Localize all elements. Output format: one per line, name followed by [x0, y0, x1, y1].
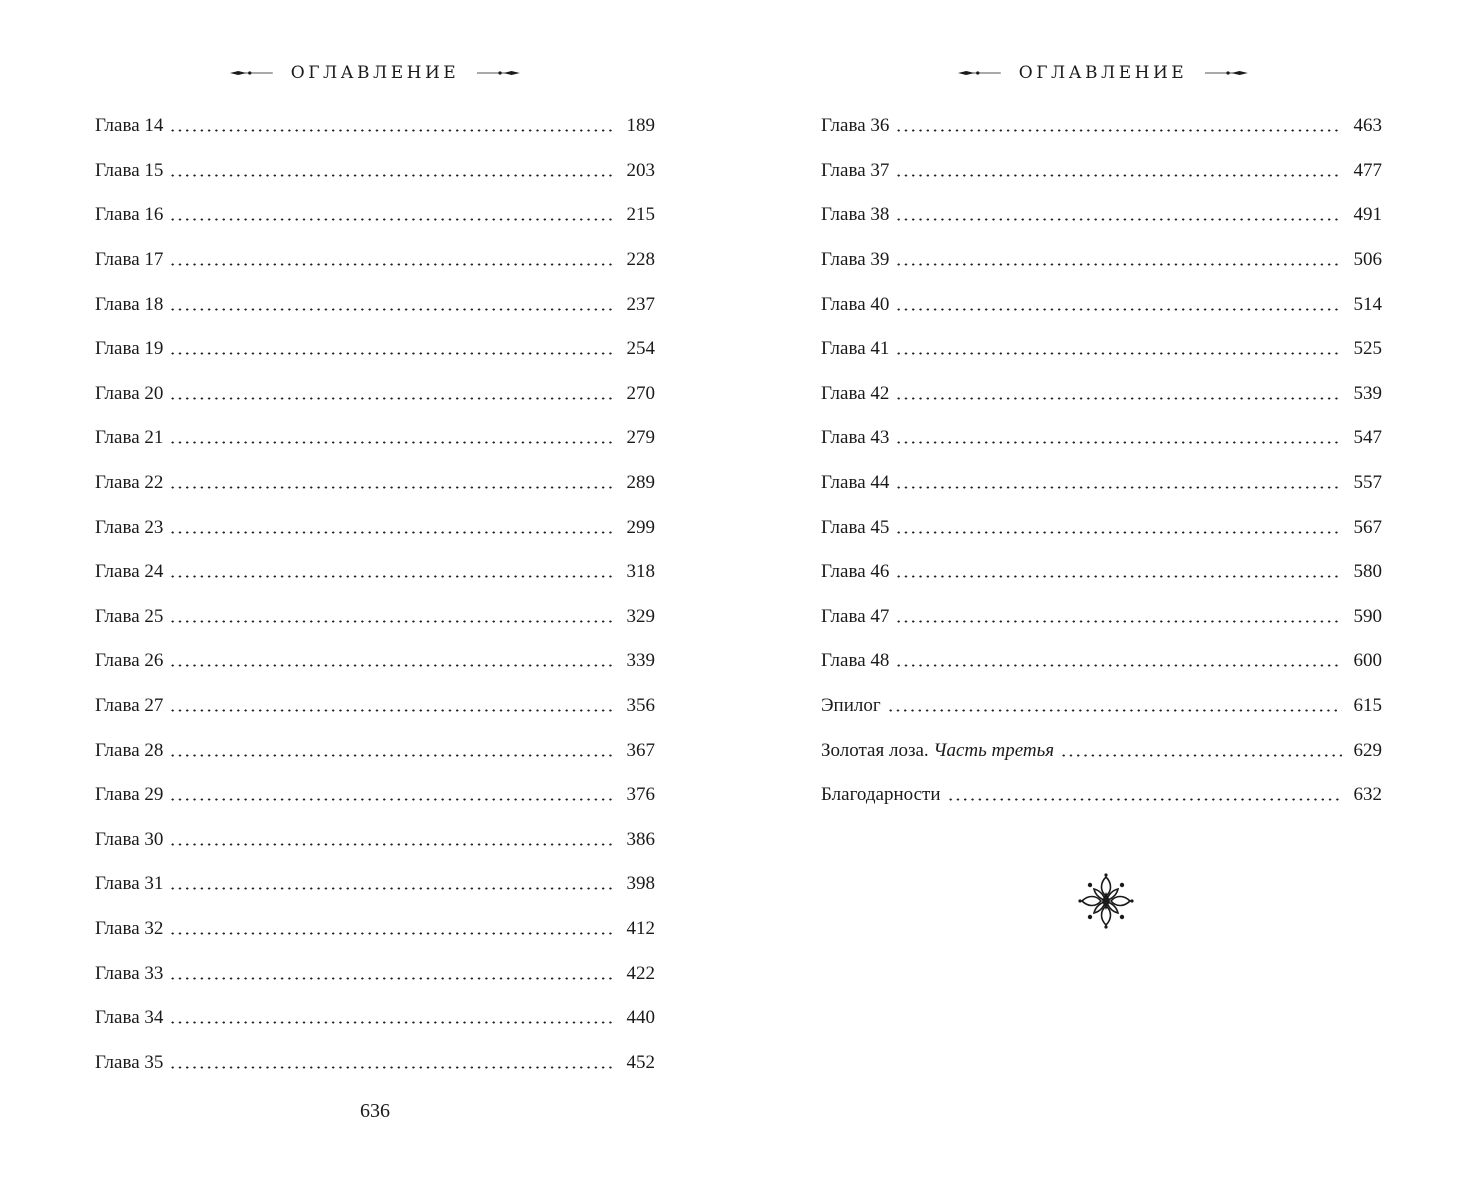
toc-entry-title: [95, 918, 169, 940]
toc-entry: [95, 862, 655, 907]
toc-entry-title: [821, 650, 895, 672]
right-flourish-icon: [477, 67, 520, 79]
toc-entry: [821, 149, 1382, 194]
dot-leader: [169, 441, 615, 444]
toc-entry-page: 491: [1353, 204, 1382, 226]
toc-entry-title-text: Золотая лоза.: [821, 739, 929, 761]
dot-leader: [895, 308, 1342, 311]
toc-entry-page: 270: [626, 382, 655, 404]
toc-entry-page: 376: [626, 784, 655, 806]
dot-leader: [169, 397, 615, 400]
toc-entry-title: [95, 829, 169, 851]
toc-entry-title: [821, 294, 895, 316]
running-head-title: ОГЛАВЛЕНИЕ: [1018, 63, 1188, 83]
toc-entry-page: 367: [626, 739, 655, 761]
dot-leader: [895, 263, 1342, 266]
toc-entry-title-text: Глава 47: [821, 605, 890, 627]
toc-entry-title: [95, 160, 169, 182]
toc-entry-page: 189: [626, 115, 655, 137]
toc-entry-page: 590: [1353, 605, 1382, 627]
toc-entry: [95, 149, 655, 194]
toc-entry-title-text: Глава 15: [95, 159, 164, 181]
toc-entry-page: 506: [1353, 249, 1382, 271]
toc-list: [821, 104, 1382, 818]
toc-entry-page: 525: [1353, 338, 1382, 360]
dot-leader: [895, 531, 1342, 534]
toc-entry-page: 580: [1353, 561, 1382, 583]
toc-entry-title-text: Глава 18: [95, 293, 164, 315]
toc-entry-title-text: Глава 46: [821, 561, 890, 583]
right-flourish-icon: [1205, 67, 1248, 79]
dot-leader: [895, 174, 1342, 177]
toc-entry-title-text: Эпилог: [821, 695, 881, 717]
toc-entry-title-text: Глава 16: [95, 204, 164, 226]
dot-leader: [169, 308, 615, 311]
dot-leader: [895, 664, 1342, 667]
toc-entry-title: [821, 561, 895, 583]
toc-entry-title-text: Глава 48: [821, 650, 890, 672]
toc-entry-title: [95, 294, 169, 316]
toc-list: [95, 104, 655, 1085]
toc-entry-title-text: Глава 36: [821, 115, 890, 137]
toc-entry-page: 557: [1353, 472, 1382, 494]
toc-entry-title-text: Глава 45: [821, 516, 890, 538]
toc-entry: [821, 461, 1382, 506]
dot-leader: [169, 486, 615, 489]
toc-entry-title-text: Глава 19: [95, 338, 164, 360]
dot-leader: [169, 174, 615, 177]
toc-entry: [821, 639, 1382, 684]
toc-entry-page: 299: [626, 516, 655, 538]
toc-entry-title: [821, 740, 1060, 762]
dot-leader: [169, 664, 615, 667]
toc-entry-page: 329: [626, 605, 655, 627]
toc-entry: [95, 372, 655, 417]
toc-entry: [821, 416, 1382, 461]
toc-entry-page: 632: [1353, 784, 1382, 806]
toc-entry-title: [95, 427, 169, 449]
toc-entry-title: [95, 740, 169, 762]
toc-entry: [95, 996, 655, 1041]
toc-entry: [821, 684, 1382, 729]
toc-entry-title: [95, 249, 169, 271]
toc-entry-page: 463: [1353, 115, 1382, 137]
dot-leader: [169, 709, 615, 712]
toc-entry-title-text: Глава 23: [95, 516, 164, 538]
toc-entry-title: [821, 383, 895, 405]
toc-entry-title-text: Глава 28: [95, 739, 164, 761]
fleuron-ornament-icon: [1078, 873, 1134, 929]
toc-entry-title-text: Глава 42: [821, 382, 890, 404]
toc-entry-title-text: Глава 25: [95, 605, 164, 627]
toc-entry: [95, 1040, 655, 1085]
toc-entry: [821, 505, 1382, 550]
toc-entry-title: [821, 115, 895, 137]
dot-leader: [169, 352, 615, 355]
toc-entry-title: [95, 561, 169, 583]
left-flourish-icon: [230, 67, 273, 79]
toc-entry-title: [95, 1007, 169, 1029]
dot-leader: [895, 575, 1342, 578]
dot-leader: [947, 798, 1343, 801]
toc-entry-title: [95, 650, 169, 672]
toc-entry-title: [95, 606, 169, 628]
toc-entry-title-text: Глава 44: [821, 472, 890, 494]
dot-leader: [895, 486, 1342, 489]
toc-entry-page: 398: [626, 873, 655, 895]
toc-entry-page: 279: [626, 427, 655, 449]
toc-entry-page: 386: [626, 828, 655, 850]
dot-leader: [169, 218, 615, 221]
toc-entry: [95, 238, 655, 283]
toc-entry: [95, 773, 655, 818]
toc-entry-title: [821, 472, 895, 494]
toc-entry-title: [821, 338, 895, 360]
toc-entry-title-text: Глава 21: [95, 427, 164, 449]
toc-entry: [95, 684, 655, 729]
dot-leader: [895, 620, 1342, 623]
toc-entry-page: 318: [626, 561, 655, 583]
toc-entry-title-text: Глава 34: [95, 1007, 164, 1029]
toc-entry-title: [821, 695, 887, 717]
toc-entry-title: [95, 517, 169, 539]
dot-leader: [169, 932, 615, 935]
toc-entry: [95, 728, 655, 773]
toc-entry: [95, 416, 655, 461]
dot-leader: [169, 575, 615, 578]
toc-entry-title-text: Глава 22: [95, 472, 164, 494]
toc-entry-title: [821, 160, 895, 182]
toc-entry-page: 615: [1353, 695, 1382, 717]
toc-entry: [95, 505, 655, 550]
toc-entry: [821, 372, 1382, 417]
dot-leader: [1060, 754, 1342, 757]
dot-leader: [895, 218, 1342, 221]
toc-entry-page: 567: [1353, 516, 1382, 538]
toc-entry-title-text: Благодарности: [821, 784, 941, 806]
toc-entry-page: 412: [626, 917, 655, 939]
toc-entry-title-text: Глава 20: [95, 382, 164, 404]
toc-entry-title: [95, 1052, 169, 1074]
dot-leader: [169, 1021, 615, 1024]
toc-entry-page: 539: [1353, 382, 1382, 404]
toc-entry: [821, 104, 1382, 149]
page-number: 636: [360, 1100, 390, 1122]
dot-leader: [169, 843, 615, 846]
toc-entry-title-text: Глава 37: [821, 159, 890, 181]
dot-leader: [887, 709, 1342, 712]
toc-entry: [95, 327, 655, 372]
toc-entry-title-text: Глава 39: [821, 249, 890, 271]
toc-entry: [821, 550, 1382, 595]
dot-leader: [169, 977, 615, 980]
toc-entry-title-text: Глава 30: [95, 828, 164, 850]
toc-entry-title: [821, 204, 895, 226]
toc-entry: [95, 282, 655, 327]
toc-entry-page: 547: [1353, 427, 1382, 449]
toc-entry-page: 289: [626, 472, 655, 494]
dot-leader: [169, 263, 615, 266]
running-head: [958, 58, 1248, 88]
toc-entry-page: 452: [626, 1051, 655, 1073]
toc-entry-page: 440: [626, 1007, 655, 1029]
toc-entry-title: [821, 517, 895, 539]
toc-entry: [821, 327, 1382, 372]
toc-entry-title: [821, 249, 895, 271]
toc-entry-title-italic: Часть третья: [933, 739, 1055, 761]
toc-entry-title: [821, 784, 947, 806]
toc-entry-page: 514: [1353, 293, 1382, 315]
toc-entry-page: 477: [1353, 159, 1382, 181]
toc-entry-title: [95, 338, 169, 360]
dot-leader: [169, 129, 615, 132]
dot-leader: [895, 441, 1342, 444]
toc-entry-page: 422: [626, 962, 655, 984]
toc-entry-title-text: Глава 41: [821, 338, 890, 360]
toc-entry: [95, 461, 655, 506]
toc-entry: [95, 639, 655, 684]
toc-entry-title: [95, 873, 169, 895]
toc-entry: [821, 728, 1382, 773]
left-page: [0, 0, 738, 1182]
running-head: [230, 58, 520, 88]
toc-entry-title-text: Глава 40: [821, 293, 890, 315]
toc-entry: [821, 773, 1382, 818]
toc-entry-title-text: Глава 38: [821, 204, 890, 226]
toc-entry-title-text: Глава 32: [95, 917, 164, 939]
toc-entry-title-text: Глава 27: [95, 695, 164, 717]
toc-entry: [95, 193, 655, 238]
dot-leader: [169, 887, 615, 890]
toc-entry-title-text: Глава 31: [95, 873, 164, 895]
dot-leader: [895, 352, 1342, 355]
toc-entry-page: 254: [626, 338, 655, 360]
running-head-title: ОГЛАВЛЕНИЕ: [290, 63, 460, 83]
toc-entry: [95, 550, 655, 595]
toc-entry-page: 600: [1353, 650, 1382, 672]
toc-entry-title: [95, 204, 169, 226]
toc-entry-title: [821, 606, 895, 628]
dot-leader: [169, 1066, 615, 1069]
toc-entry-title-text: Глава 43: [821, 427, 890, 449]
toc-entry-title-text: Глава 17: [95, 249, 164, 271]
dot-leader: [895, 397, 1342, 400]
toc-entry-title-text: Глава 14: [95, 115, 164, 137]
dot-leader: [169, 798, 615, 801]
toc-entry-page: 356: [626, 695, 655, 717]
toc-entry-title: [95, 963, 169, 985]
toc-entry-title: [95, 472, 169, 494]
toc-entry: [821, 282, 1382, 327]
toc-entry: [821, 238, 1382, 283]
toc-entry: [95, 951, 655, 996]
toc-entry-page: 203: [626, 159, 655, 181]
toc-entry-title: [95, 784, 169, 806]
left-flourish-icon: [958, 67, 1001, 79]
toc-entry-title-text: Глава 33: [95, 962, 164, 984]
toc-entry-title-text: Глава 35: [95, 1051, 164, 1073]
toc-entry-title: [95, 383, 169, 405]
dot-leader: [895, 129, 1342, 132]
toc-entry-page: 237: [626, 293, 655, 315]
dot-leader: [169, 620, 615, 623]
toc-entry-page: 228: [626, 249, 655, 271]
toc-entry-title-text: Глава 29: [95, 784, 164, 806]
toc-entry-title-text: Глава 26: [95, 650, 164, 672]
toc-entry: [95, 818, 655, 863]
toc-entry-page: 215: [626, 204, 655, 226]
right-page: [738, 0, 1477, 1182]
toc-entry-title-text: Глава 24: [95, 561, 164, 583]
toc-entry: [95, 104, 655, 149]
dot-leader: [169, 531, 615, 534]
toc-entry-page: 339: [626, 650, 655, 672]
toc-entry-title: [95, 695, 169, 717]
toc-entry: [95, 907, 655, 952]
toc-entry: [821, 193, 1382, 238]
toc-entry: [95, 595, 655, 640]
toc-entry-title: [821, 427, 895, 449]
toc-entry-title: [95, 115, 169, 137]
toc-entry-page: 629: [1353, 739, 1382, 761]
dot-leader: [169, 754, 615, 757]
toc-entry: [821, 595, 1382, 640]
